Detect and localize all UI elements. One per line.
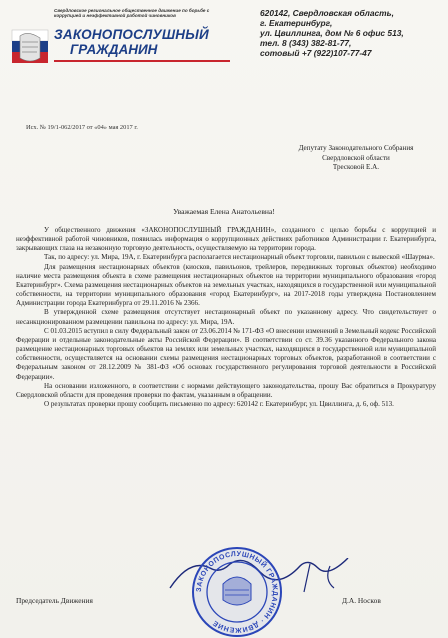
organization-address: [260, 8, 404, 58]
paragraph: В утвержденной схеме размещения отсутствует нестационарный объект по указанному адресу. Что свидетельствует о несанкционированном размещении павильона по адресу: ул. Мира, 19А.: [16, 308, 436, 326]
letterhead: [8, 6, 440, 94]
address-line: г. Екатеринбург,: [260, 18, 333, 28]
signatory-title: Председатель Движения: [16, 596, 93, 605]
organization-description: Свердловское региональное общественное движение по борьбе с коррупцией и неэффективной работой чиновников: [54, 8, 210, 19]
recipient-line: Тресковой Е.А.: [332, 163, 380, 172]
paragraph: Для размещения нестационарных объектов (киосков, павильонов, трейлеров, передвижных торговых объектов) необходимо наличие места размещения объекта в схеме размещения нестационарных объектов на территории муниципального образования «город Екатеринбург». Схема размещения нестационарных объектов на земельных участках, находящихся в государственной или муниципальной собственности, на территории муниципального образования «город Екатеринбург», на 2017-2018 годы утверждена Постановлением Администрации города Екатеринбурга от 29.11.2016 № 2366.: [16, 262, 436, 308]
address-line: 620142, Свердловская область,: [260, 8, 394, 18]
paragraph: На основании изложенного, в соответствии с нормами действующего законодательства, прошу Вас обратиться в Прокуратуру Свердловской области для проведения проверки по фактам, указанным в обращении.: [16, 381, 436, 399]
address-line: сотовый +7 (922)107-77-47: [260, 48, 372, 58]
recipient-line: Свердловской области: [322, 153, 390, 162]
outgoing-reference: Исх. № 19/1-062/2017 от «04» мая 2017 г.: [26, 124, 138, 131]
recipient-line: Депутату Законодательного Собрания: [298, 144, 414, 152]
address-line: ул. Цвиллинга, дом № 6 офис 513,: [260, 28, 404, 38]
paragraph: Так, по адресу: ул. Мира, 19А, г. Екатеринбурга располагается нестационарный объект торговли, павильон с вывеской «Шаурма».: [44, 253, 435, 262]
signatory-name: Д.А. Носков: [342, 596, 381, 605]
organization-stamp: [190, 546, 284, 638]
letter-body: [16, 226, 436, 409]
organization-logo: [10, 28, 50, 64]
paragraph: С 01.03.2015 вступил в силу Федеральный закон от 23.06.2014 № 171-ФЗ «О внесении изменений в Земельный кодекс Российской Федерации и отдельные законодательные акты Российской Федерации». В соответствии со ст. 39.36 указанного Федерального закона размещение нестационарных торговых объектов на землях или земельных участках, находящихся в государственной или муниципальной собственности, осуществляется на основании схемы размещения нестационарных торговых объектов, разработанной в соответствии с Федеральным законом от 28.12.2009 № 381-ФЗ «Об основах государственного регулирования торговой деятельности в Российской Федерации».: [16, 326, 436, 381]
logo-title: ЗАКОНОПОСЛУШНЫЙ: [54, 27, 209, 42]
logo-subtitle: ГРАЖДАНИН: [70, 42, 158, 57]
greeting: Уважаемая Елена Анатольевна!: [173, 207, 275, 216]
paragraph: У общественного движения «ЗАКОНОПОСЛУШНЫЙ ГРАЖДАНИН», созданного с целью борьбы с коррупцией и неэффективной работой чиновников, появилась информация о коррупционных действиях работников Администрации г. Екатеринбурга, закрывающих глаза на незаконную торговую деятельность, осуществляемую на территории города.: [16, 226, 436, 253]
recipient-block: [276, 144, 436, 173]
paragraph: О результатах проверки прошу сообщить письменно по адресу: 620142 г. Екатеринбург, ул. Цвиллинга, д. 6, оф. 513.: [44, 399, 394, 408]
stamp-text: ЗАКОНОПОСЛУШНЫЙ ГРАЖДАНИН · ДВИЖЕНИЕ: [195, 550, 279, 634]
address-line: тел. 8 (343) 382-81-77,: [260, 38, 352, 48]
logo-underline: [54, 60, 230, 62]
